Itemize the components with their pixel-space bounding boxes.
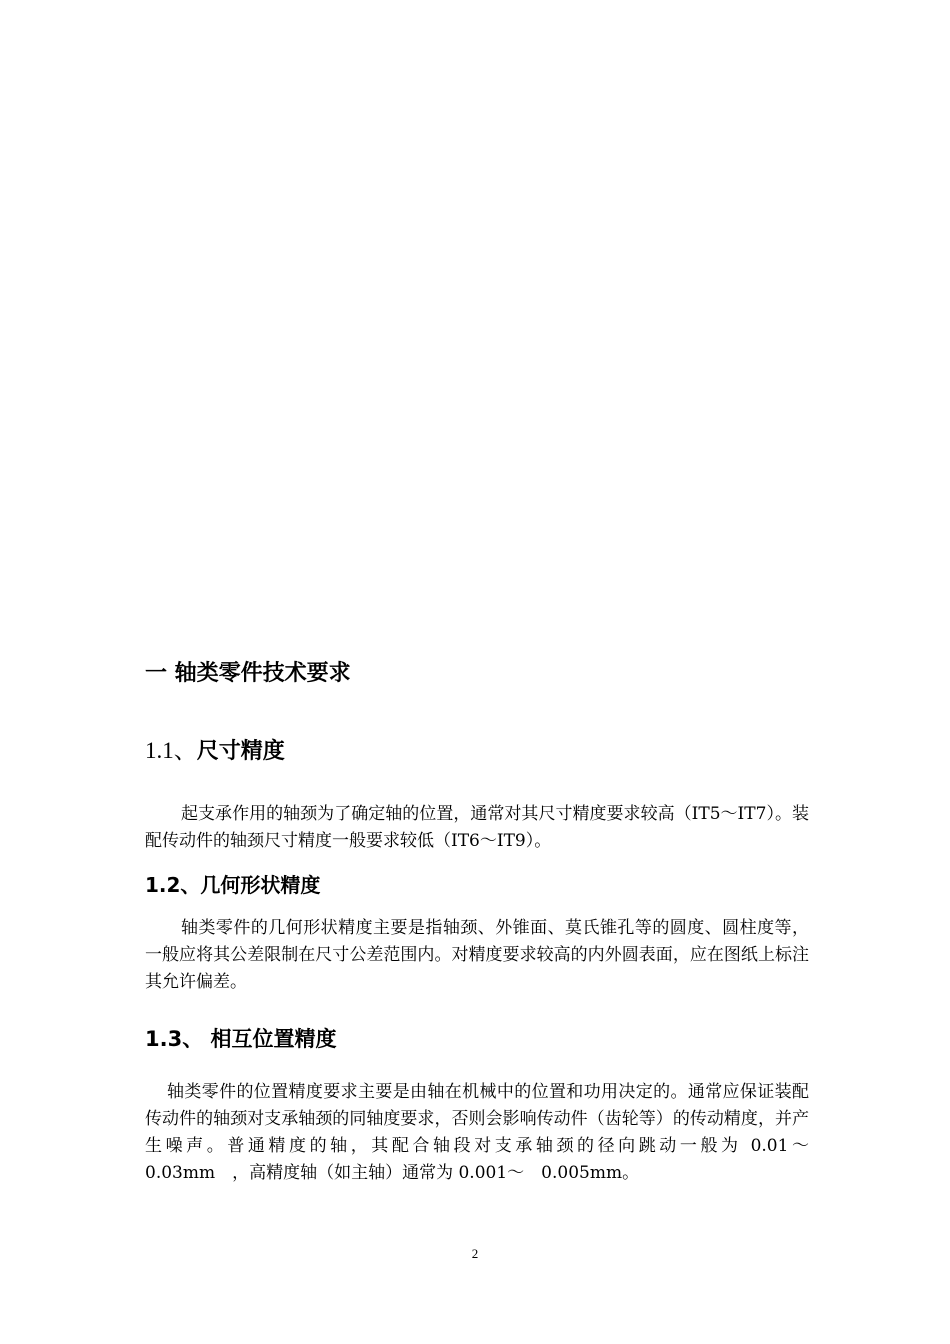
section-title: 一 轴类零件技术要求	[145, 661, 351, 686]
paragraph-position-accuracy: 轴类零件的位置精度要求主要是由轴在机械中的位置和功用决定的。通常应保证装配传动件的轴颈对支承轴颈的同轴度要求，否则会影响传动件（齿轮等）的传动精度，并产生噪声。普通精度的轴，其配合轴段对支承轴颈的径向跳动一般为 0.01～ 0.03mm ，高精度轴（如主轴）通常为 0.001～ 0.005mm。	[145, 1082, 826, 1183]
paragraph-dimensional-accuracy: 起支承作用的轴颈为了确定轴的位置，通常对其尺寸精度要求较高（IT5～IT7）。装配传动件的轴颈尺寸精度一般要求较低（IT6～IT9）。	[145, 804, 809, 851]
subsection-heading-1-3: 1.3、 相互位置精度	[145, 1027, 337, 1051]
subsection-number: 1.1、	[145, 738, 197, 763]
paragraph-geometric-accuracy: 轴类零件的几何形状精度主要是指轴颈、外锥面、莫氏锥孔等的圆度、圆柱度等，一般应将其公差限制在尺寸公差范围内。对精度要求较高的内外圆表面，应在图纸上标注其允许偏差。	[145, 918, 809, 992]
subsection-heading-1-2: 1.2、几何形状精度	[145, 873, 321, 897]
page-number: 2	[471, 1246, 479, 1261]
subsection-title: 尺寸精度	[196, 739, 285, 764]
subsection-heading-1-1	[145, 735, 285, 768]
